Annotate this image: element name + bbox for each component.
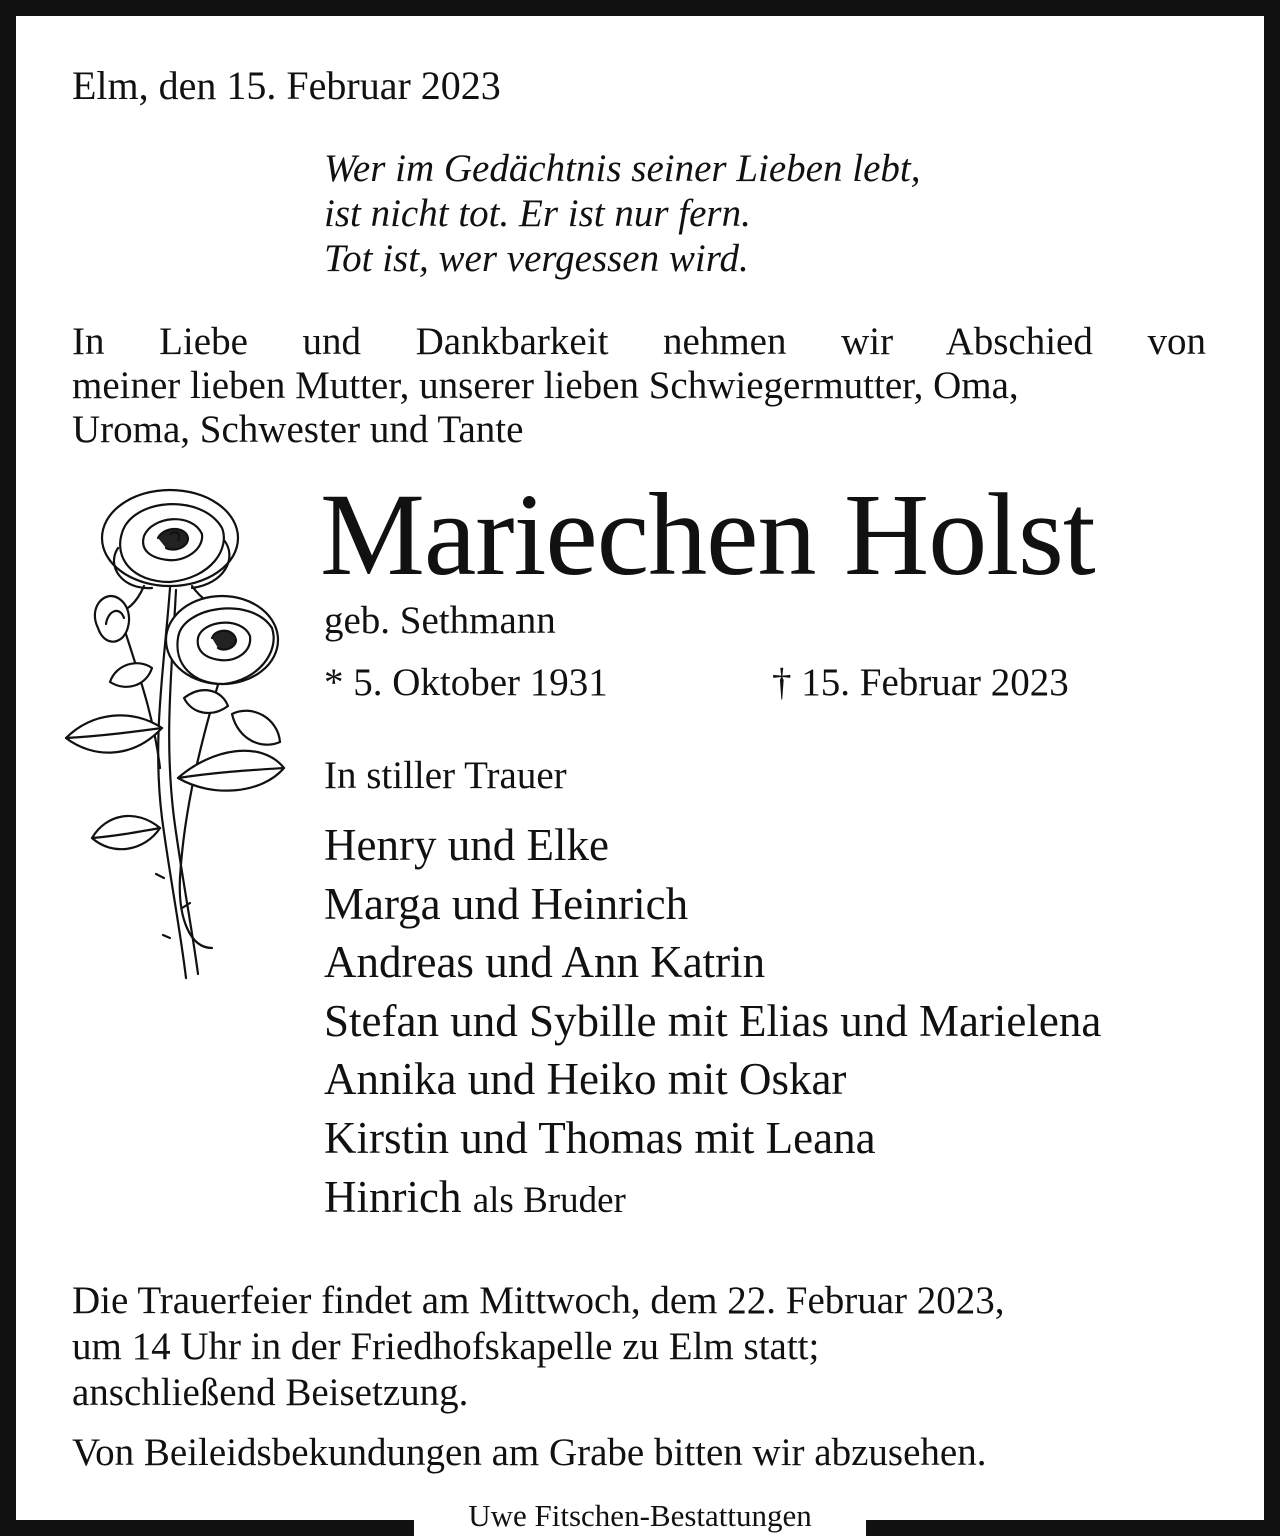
intro-text bbox=[72, 320, 1206, 452]
birth-date: * 5. Oktober 1931 bbox=[324, 661, 608, 704]
service-line: um 14 Uhr in der Friedhofskapelle zu Elm statt; bbox=[72, 1325, 820, 1368]
funeral-home-credit: Uwe Fitschen-Bestattungen bbox=[468, 1498, 812, 1533]
motto-verse bbox=[324, 146, 920, 281]
rose-illustration bbox=[52, 478, 298, 988]
maiden-name: geb. Sethmann bbox=[324, 599, 556, 642]
brother-name: Hinrich bbox=[324, 1171, 462, 1222]
mourners-list bbox=[324, 816, 1101, 1230]
deceased-name: Mariechen Holst bbox=[320, 469, 1095, 600]
motto-line: ist nicht tot. Er ist nur fern. bbox=[324, 192, 751, 235]
death-date: † 15. Februar 2023 bbox=[772, 661, 1069, 704]
bottom-rule-right bbox=[866, 1520, 1280, 1536]
mourner-entry: Annika und Heiko mit Oskar bbox=[324, 1054, 847, 1105]
brother-relation: als Bruder bbox=[472, 1179, 626, 1221]
motto-line: Wer im Gedächtnis seiner Lieben lebt, bbox=[324, 147, 921, 190]
date-line: Elm, den 15. Februar 2023 bbox=[72, 63, 501, 108]
mourner-entry: Marga und Heinrich bbox=[324, 878, 689, 929]
motto-line: Tot ist, wer vergessen wird. bbox=[324, 237, 749, 280]
grief-label: In stiller Trauer bbox=[324, 754, 567, 797]
service-line: Die Trauerfeier findet am Mittwoch, dem 22. Februar 2023, bbox=[72, 1279, 1005, 1322]
mourner-entry-brother bbox=[324, 1168, 1101, 1231]
service-info bbox=[72, 1278, 1005, 1416]
intro-line: In Liebe und Dankbarkeit nehmen wir Abschied von bbox=[72, 320, 1206, 363]
condolence-request: Von Beileidsbekundungen am Grabe bitten wir abzusehen. bbox=[72, 1431, 987, 1474]
mourner-entry: Henry und Elke bbox=[324, 820, 609, 870]
mourner-entry: Stefan und Sybille mit Elias und Marielena bbox=[324, 995, 1102, 1046]
intro-line: Uroma, Schwester und Tante bbox=[72, 408, 524, 451]
intro-line: meiner lieben Mutter, unserer lieben Schwiegermutter, Oma, bbox=[72, 364, 1019, 407]
mourner-entry: Andreas und Ann Katrin bbox=[324, 937, 766, 988]
mourner-entry: Kirstin und Thomas mit Leana bbox=[324, 1112, 876, 1163]
bottom-rule-left bbox=[0, 1520, 414, 1536]
service-line: anschließend Beisetzung. bbox=[72, 1371, 469, 1414]
